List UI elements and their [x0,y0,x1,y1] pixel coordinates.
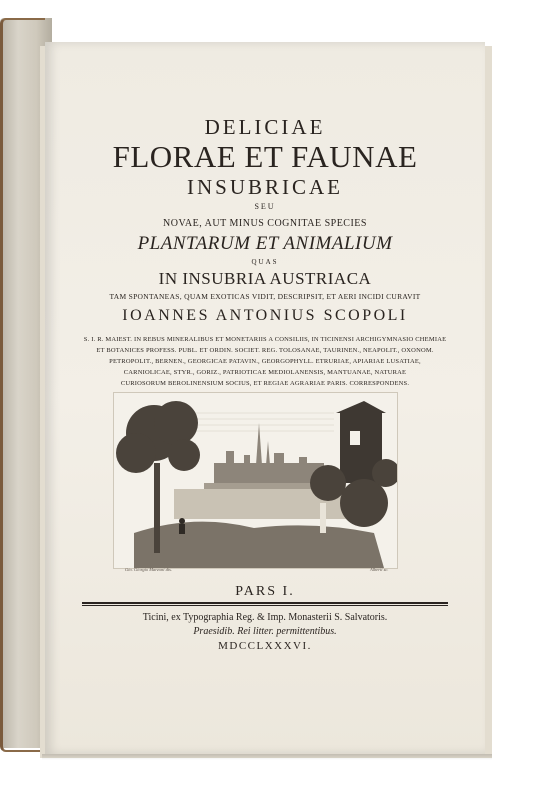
divider-rule [82,602,448,604]
title-line-insubria: IN INSUBRIA AUSTRIACA [158,269,372,288]
author-name: IOANNES ANTONIUS SCOPOLI [122,307,408,324]
imprint-permission: Praesidib. Rei litter. permittentibus. [193,626,337,637]
imprint-year: MDCCLXXXVI. [218,640,312,652]
book-spine-edge [0,18,45,752]
title-line-description: TAM SPONTANEAS, QUAM EXOTICAS VIDIT, DESCRIPSIT, ET AERI INCIDI CURAVIT [109,292,421,301]
title-line-insubricae: INSUBRICAE [186,175,343,199]
title-line-main: FLORAE ET FAUNAE [112,139,418,174]
title-line-quas: QUAS [251,258,279,266]
engraving-vignette [113,392,398,569]
book-bottom-shadow [42,754,492,760]
divider-rule-thin [82,605,448,606]
credentials-line: PETROPOLIT., BERNEN., GEORGICAE PATAVIN., GEORGOPHYLL. ETRURIAE, APIARIAE LUSATIAE, [109,358,421,365]
title-line-deliciae: DELICIAE [204,115,326,139]
credentials-line: ET BOTANICES PROFESS. PUBL. ET ORDIN. SOCIET. REG. TOLOSANAE, TAURINEN., NEAPOLIT., OXONOM. [96,347,434,354]
title-line-seu: SEU [254,202,276,211]
credentials-line: CARNIOLICAE, STYR., GORIZ., PATRIOTICAE MEDIOLANENSIS, MANTUANAE, NATURAE [123,369,407,376]
credentials-line: S. I. R. MAIEST. IN REBUS MINERALIBUS ET MONETARIIS A CONSILIIS, IN TICINENSI ARCHIGYMNASIO CHEMIAE [83,336,447,343]
engraving-caption-right: Alberti sc. [370,567,389,572]
engraving-caption-left: Gio. Giorgio Marzoni dis. [125,567,172,572]
title-line-plantarum: PLANTARUM ET ANIMALIUM [137,233,393,254]
credentials-line: CURIOSORUM BEROLINENSIUM SOCIUS, ET REGIAE AGRARIAE PARIS. CORRESPONDENS. [120,380,410,387]
pars-label: PARS I. [235,584,295,599]
title-line-novae: NOVAE, AUT MINUS COGNITAE SPECIES [163,218,367,229]
title-page [45,42,485,754]
imprint-place: Ticini, ex Typographia Reg. & Imp. Monasterii S. Salvatoris. [142,612,388,623]
engraving-landscape-image [114,393,397,568]
